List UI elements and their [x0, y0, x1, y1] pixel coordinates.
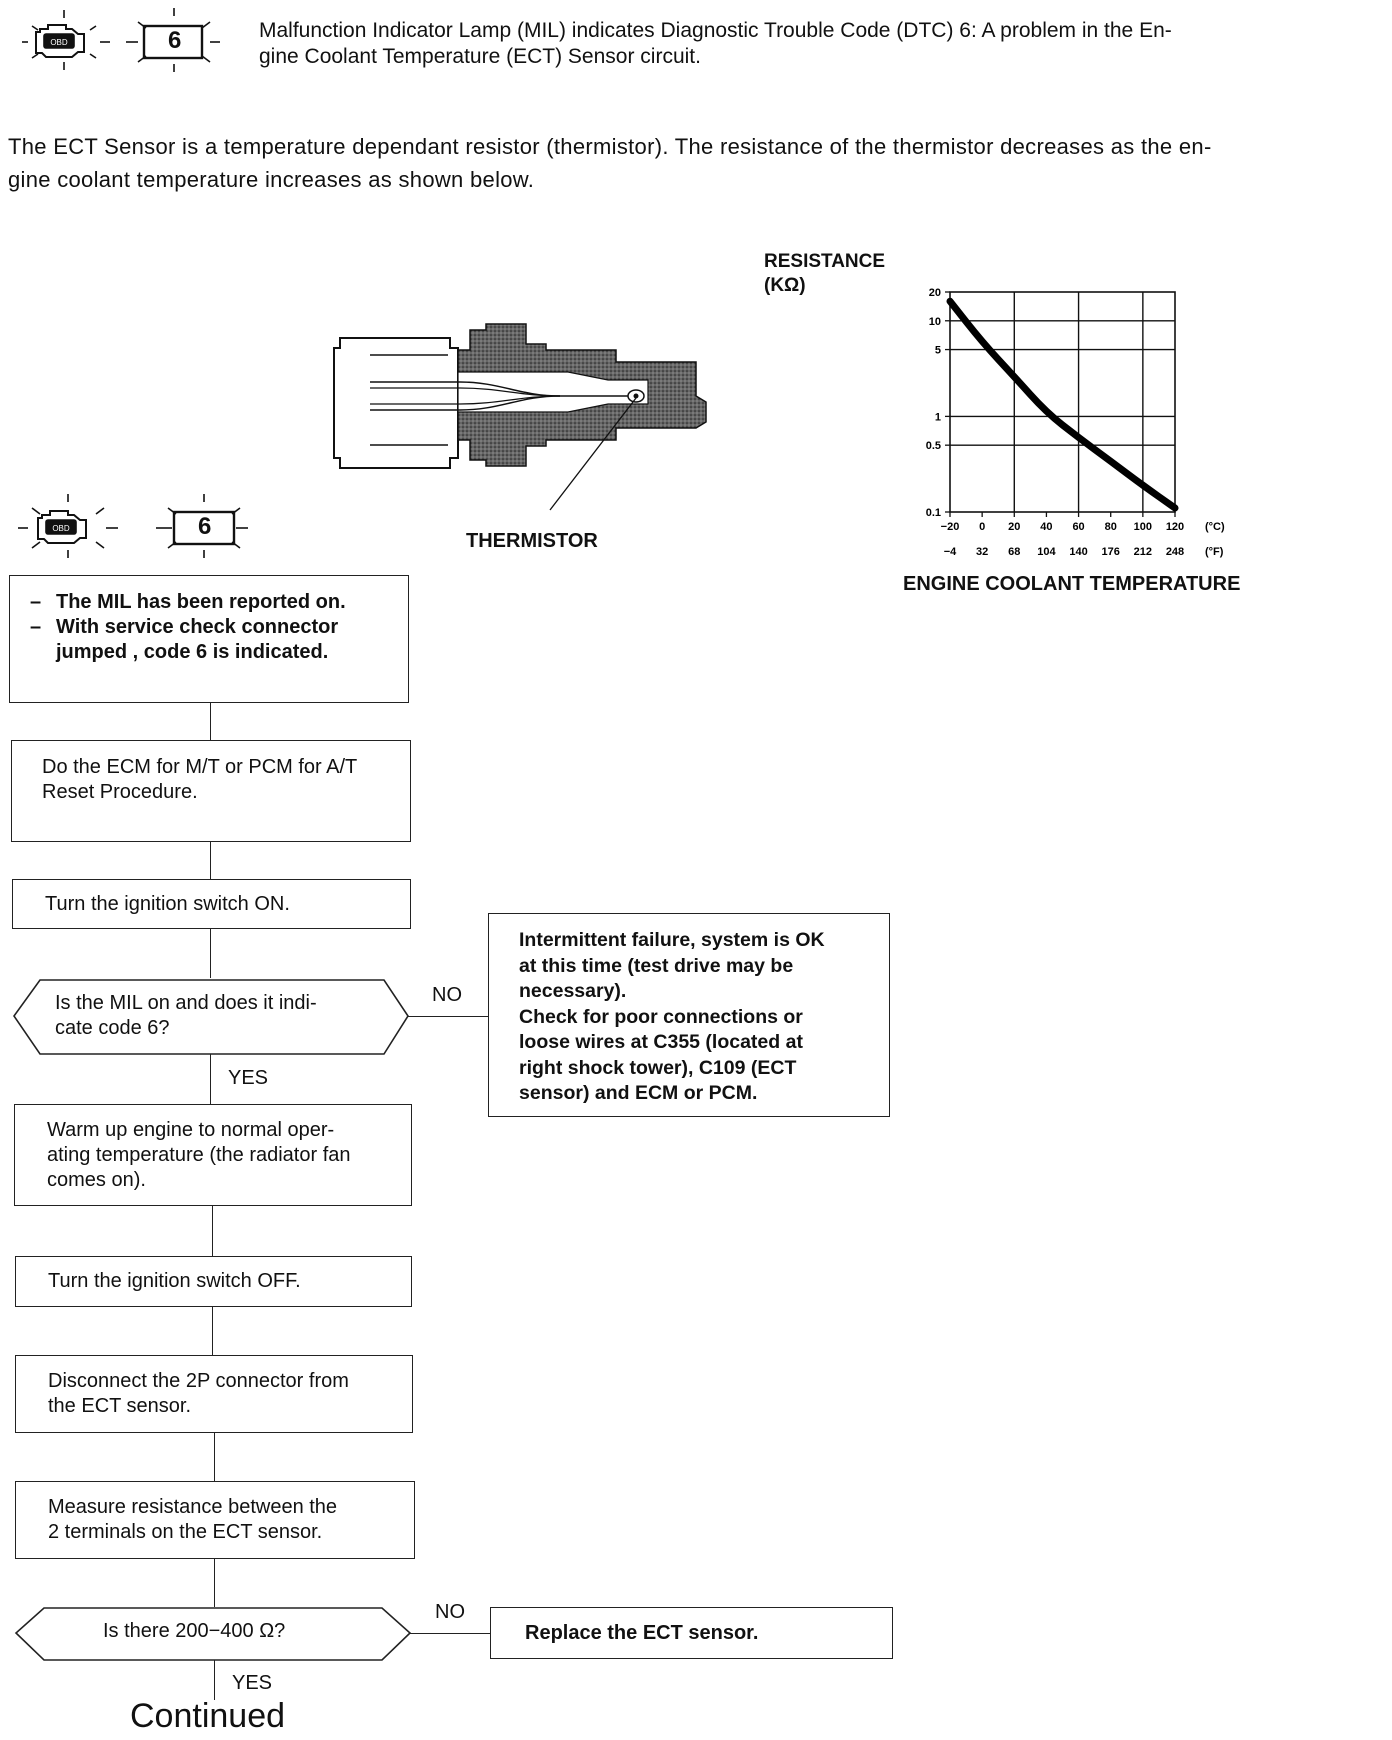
measure-line-2: 2 terminals on the ECT sensor. — [48, 1521, 323, 1543]
intro-line-2: gine coolant temperature increases as shown below. — [8, 167, 535, 192]
intermittent-line-7: sensor) and ECM or PCM. — [519, 1082, 758, 1104]
chart-series-line — [950, 301, 1175, 508]
continued-label: Continued — [130, 1697, 286, 1735]
dtc-code-digit: 6 — [168, 27, 182, 54]
chart-y-tick-label: 0.1 — [925, 507, 941, 519]
thermistor-callout-label: THERMISTOR — [466, 530, 598, 552]
chart-y-tick-label: 5 — [934, 344, 941, 357]
step-reset-procedure: Do the ECM for M/T or PCM for A/T Reset Procedure. — [11, 740, 411, 842]
chart-xlabel: ENGINE COOLANT TEMPERATURE — [903, 573, 1241, 595]
resistance-chart — [920, 270, 1340, 570]
chart-x-tick-label-f: 68 — [1008, 546, 1021, 558]
chart-x-tick-label-c: 0 — [979, 521, 986, 533]
warmup-line-1: Warm up engine to normal oper- — [47, 1119, 335, 1141]
intermittent-line-4: Check for poor connections or — [519, 1005, 803, 1028]
decision-resistance-yes-label: YES — [232, 1672, 273, 1694]
decision-mil-no-label: NO — [432, 984, 462, 1006]
svg-text:OBD: OBD — [52, 524, 70, 533]
step-ignition-on: Turn the ignition switch ON. — [12, 879, 411, 929]
intermittent-line-1: Intermittent failure, system is OK — [519, 929, 825, 951]
intermittent-line-3: necessary). — [519, 980, 627, 1002]
step-ignition-off: Turn the ignition switch OFF. — [15, 1256, 412, 1307]
chart-y-tick-label: 10 — [928, 315, 941, 328]
decision-resistance-no-label: NO — [435, 1601, 465, 1623]
indicator-description — [259, 18, 1379, 70]
warmup-line-3: comes on). — [47, 1169, 146, 1191]
chart-x-tick-label-f: 140 — [1069, 546, 1088, 558]
chart-x-tick-label-c: 120 — [1165, 521, 1185, 533]
svg-text:OBD: OBD — [50, 38, 68, 47]
chart-ylabel-line-2: (KΩ) — [764, 275, 806, 296]
intermittent-line-2: at this time (test drive may be — [519, 954, 794, 977]
chart-x-tick-label-f: −4 — [943, 546, 957, 558]
step-warm-up-engine — [14, 1104, 412, 1206]
chart-x-tick-label-c: 20 — [1008, 521, 1021, 533]
chart-x-tick-label-f: 212 — [1133, 546, 1153, 558]
dtc-code-digit-flowchart: 6 — [198, 513, 212, 540]
chart-y-tick-label: 20 — [928, 287, 941, 299]
replace-ect-sensor-box: Replace the ECT sensor. — [490, 1607, 893, 1659]
step-disconnect-connector — [15, 1355, 413, 1433]
disconnect-line-1: Disconnect the 2P connector from — [48, 1370, 349, 1392]
chart-x-tick-label-f: 32 — [976, 546, 989, 558]
chart-unit-f: (°F) — [1205, 546, 1224, 558]
chart-x-tick-label-c: 80 — [1104, 521, 1117, 533]
intermittent-line-6: right shock tower), C109 (ECT — [519, 1056, 797, 1079]
chart-x-tick-label-c: 60 — [1072, 521, 1085, 533]
warmup-line-2: ating temperature (the radiator fan — [47, 1144, 351, 1166]
ect-sensor-cross-section — [330, 310, 730, 520]
start-item-2-text: With service check connector jumped , code 6 is indicated. — [56, 616, 339, 663]
chart-x-tick-label-f: 104 — [1037, 546, 1056, 558]
intermittent-failure-box — [488, 913, 890, 1117]
decision-mil-text — [55, 991, 317, 1041]
mil-indicator-icon-flowchart — [12, 490, 252, 560]
decision-mil-line-2: cate code 6? — [55, 1017, 170, 1039]
chart-unit-c: (°C) — [1205, 521, 1225, 533]
intermittent-line-5: loose wires at C355 (located at — [519, 1031, 803, 1053]
chart-y-tick-label: 1 — [934, 411, 941, 424]
intro-paragraph — [8, 130, 1388, 196]
chart-y-tick-label: 0.5 — [925, 440, 941, 453]
start-item-1-text: The MIL has been reported on. — [56, 591, 346, 613]
chart-x-tick-label-c: 100 — [1133, 521, 1153, 533]
flow-start-box — [9, 575, 409, 703]
chart-x-tick-label-f: 176 — [1101, 546, 1120, 558]
chart-ylabel-line-1: RESISTANCE — [764, 251, 886, 272]
chart-x-tick-label-c: 40 — [1040, 521, 1053, 533]
measure-line-1: Measure resistance between the — [48, 1496, 338, 1518]
chart-x-tick-label-f: 248 — [1165, 546, 1185, 558]
disconnect-line-2: the ECT sensor. — [48, 1395, 192, 1417]
start-item-1: – The MIL has been reported on. — [30, 591, 346, 613]
mil-indicator-icon — [14, 4, 244, 74]
intro-line-1: The ECT Sensor is a temperature dependant resistor (thermistor). The resistance of the thermistor decreases as the en- — [8, 134, 1212, 159]
decision-mil-yes-label: YES — [228, 1067, 269, 1089]
indicator-line-1: Malfunction Indicator Lamp (MIL) indicates Diagnostic Trouble Code (DTC) 6: A problem in the En- — [259, 19, 1172, 42]
step-measure-resistance — [15, 1481, 415, 1559]
start-item-2: – With service check connector jumped , code 6 is indicated. — [30, 615, 388, 665]
chart-plot-frame — [950, 292, 1175, 512]
chart-x-tick-label-c: −20 — [940, 521, 960, 533]
decision-mil-line-1: Is the MIL on and does it indi- — [55, 992, 317, 1014]
chart-ylabel — [764, 250, 885, 298]
decision-resistance-text: Is there 200−400 Ω? — [103, 1620, 286, 1642]
indicator-line-2: gine Coolant Temperature (ECT) Sensor circuit. — [259, 45, 701, 68]
